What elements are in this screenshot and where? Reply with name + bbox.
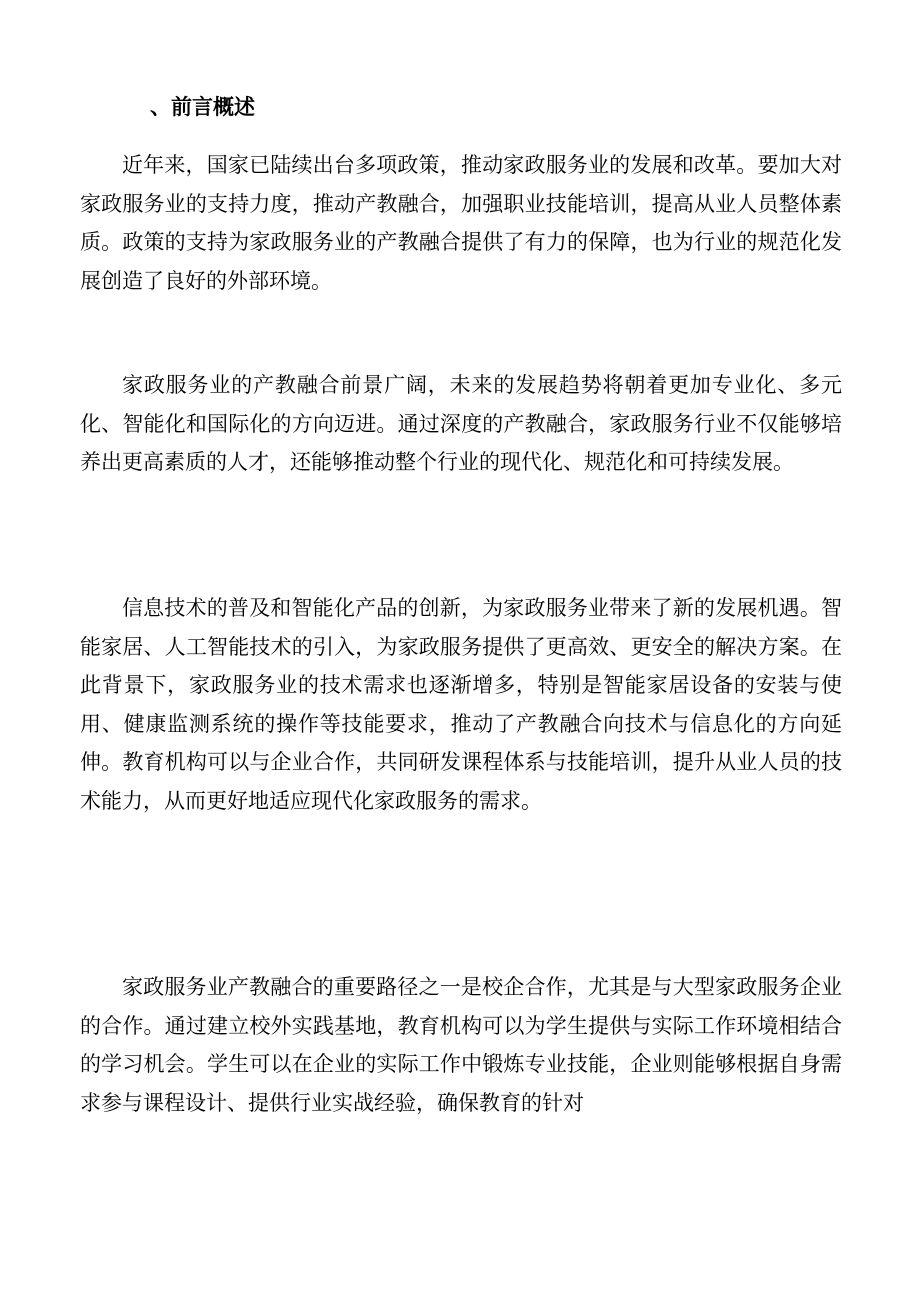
paragraph-school-enterprise-cooperation: 家政服务业产教融合的重要路径之一是校企合作，尤其是与大型家政服务企业的合作。通过建立校外实践基地，教育机构可以为学生提供与实际工作环境相结合的学习机会。学生可以在企业的实际工作中锻炼专业技能，企业则能够根据自身需求参与课程设计、提供行业实战经验，确保教育的针对 (80, 975, 842, 1115)
paragraph-future-prospects: 家政服务业的产教融合前景广阔，未来的发展趋势将朝着更加专业化、多元化、智能化和国际化的方向迈进。通过深度的产教融合，家政服务行业不仅能够培养出更高素质的人才，还能够推动整个行业的现代化、规范化和可持续发展。 (80, 373, 842, 474)
paragraph-technology-opportunities: 信息技术的普及和智能化产品的创新，为家政服务业带来了新的发展机遇。智能家居、人工智能技术的引入，为家政服务提供了更高效、更安全的解决方案。在此背景下，家政服务业的技术需求也逐渐增多，特别是智能家居设备的安装与使用、健康监测系统的操作等技能要求，推动了产教融合向技术与信息化的方向延伸。教育机构可以与企业合作，共同研发课程体系与技能培训，提升从业人员的技术能力，从而更好地适应现代化家政服务的需求。 (80, 596, 842, 813)
paragraph-policy-support: 近年来，国家已陆续出台多项政策，推动家政服务业的发展和改革。要加大对家政服务业的支持力度，推动产教融合，加强职业技能培训，提高从业人员整体素质。政策的支持为家政服务业的产教融合提供了有力的保障，也为行业的规范化发展创造了良好的外部环境。 (80, 153, 842, 293)
section-heading: 、前言概述 (150, 94, 255, 119)
